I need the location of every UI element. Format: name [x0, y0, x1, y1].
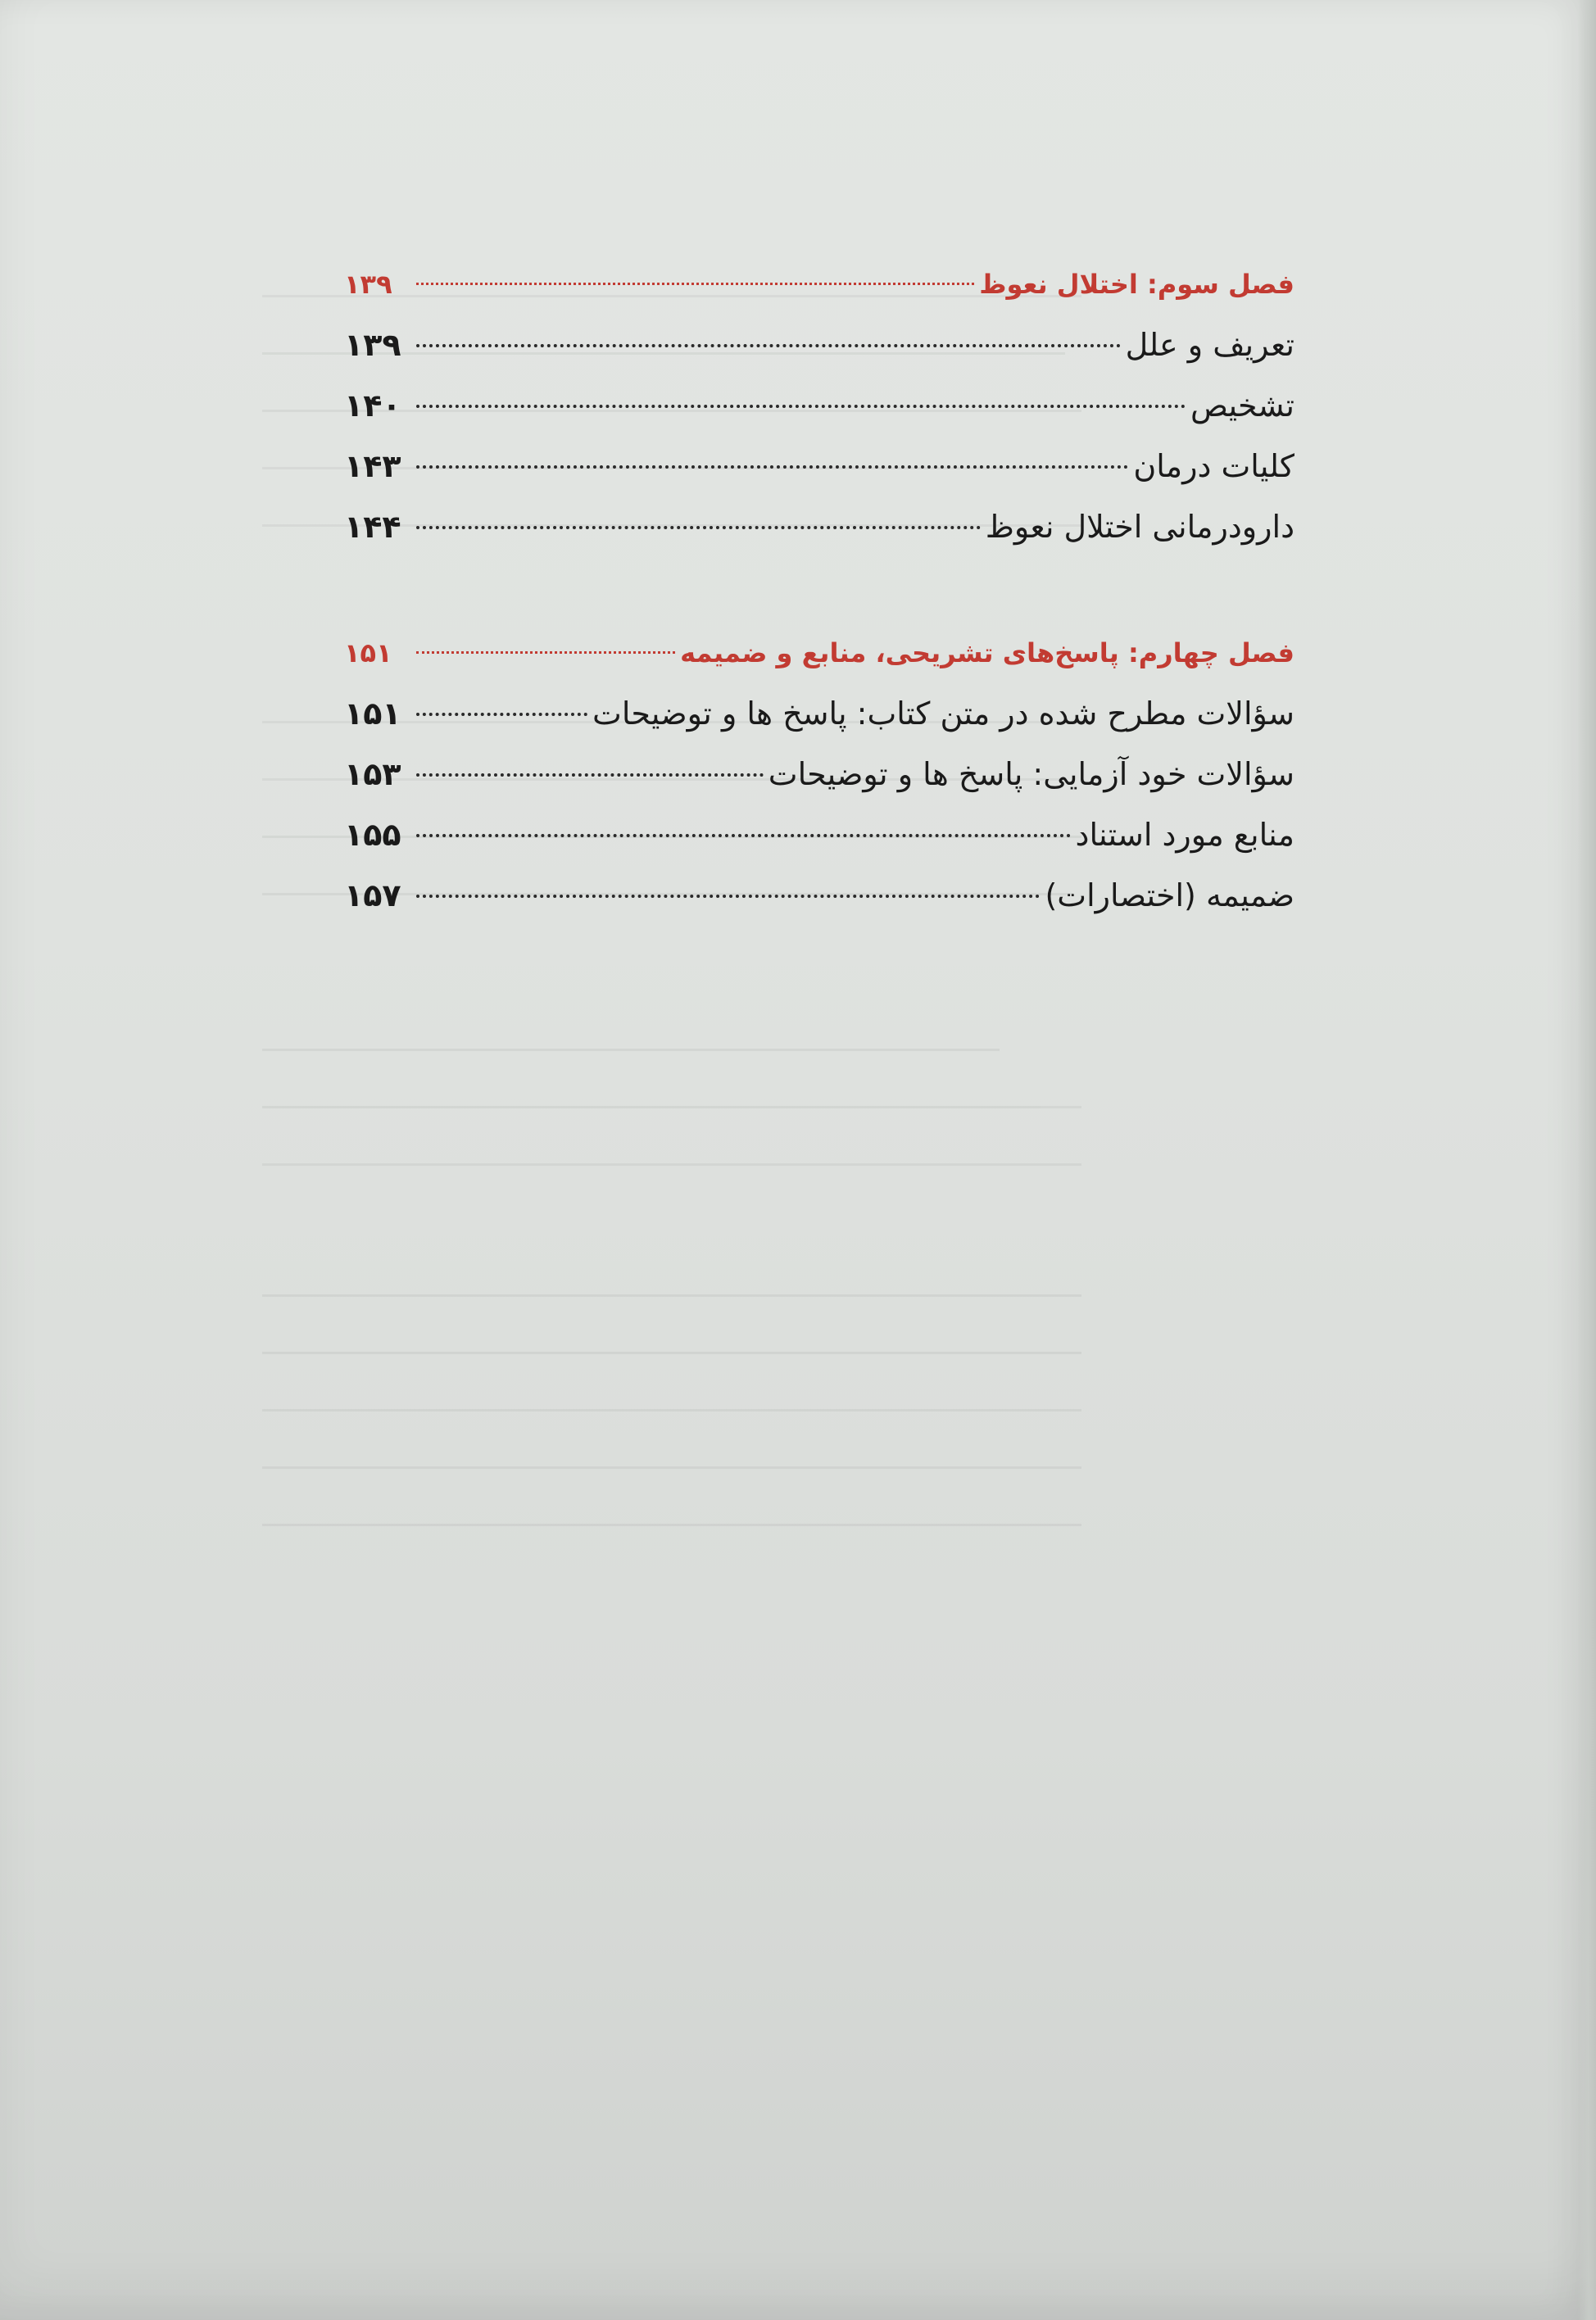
- toc-entry: [344, 436, 1294, 496]
- entry-page-number: ۱۴۰: [344, 387, 401, 424]
- dot-leader: [416, 834, 1071, 837]
- dot-leader: [416, 465, 1128, 469]
- toc-entry: [344, 865, 1294, 926]
- entry-title: تشخیص: [1190, 387, 1294, 424]
- entry-page-number: ۱۵۱: [344, 696, 401, 732]
- toc-entry: [344, 744, 1294, 804]
- toc-section-chapter-3: [344, 254, 1294, 557]
- dot-leader: [416, 651, 675, 654]
- toc-entry: [344, 804, 1294, 865]
- entry-page-number: ۱۵۷: [344, 877, 401, 913]
- entry-title: کلیات درمان: [1133, 448, 1294, 484]
- entry-title: منابع مورد استناد: [1075, 817, 1294, 853]
- dot-leader: [416, 405, 1186, 408]
- toc-entry: [344, 496, 1294, 557]
- dot-leader: [416, 283, 974, 285]
- toc-section-chapter-4: [344, 623, 1294, 926]
- entry-page-number: ۱۵۳: [344, 756, 401, 792]
- dot-leader: [416, 713, 587, 716]
- entry-page-number: ۱۴۳: [344, 448, 401, 484]
- entry-title: ضمیمه (اختصارات): [1045, 877, 1294, 913]
- toc-entry: [344, 375, 1294, 436]
- page-edge-shadow: [1578, 0, 1596, 2320]
- dot-leader: [416, 773, 764, 777]
- chapter-title: فصل سوم: اختلال نعوظ: [979, 269, 1294, 300]
- chapter-title: فصل چهارم: پاسخ‌های تشریحی، منابع و ضمیمه: [680, 637, 1294, 668]
- chapter-page-number: ۱۳۹: [344, 269, 392, 300]
- toc-chapter-heading: [344, 623, 1294, 683]
- entry-title: دارودرمانی اختلال نعوظ: [985, 509, 1294, 545]
- dot-leader: [416, 344, 1121, 347]
- entry-title: تعریف و علل: [1125, 327, 1294, 363]
- entry-title: سؤالات مطرح شده در متن کتاب: پاسخ ها و توضیحات: [592, 696, 1294, 732]
- chapter-page-number: ۱۵۱: [344, 637, 392, 668]
- entry-page-number: ۱۵۵: [344, 817, 401, 853]
- toc-entry: [344, 315, 1294, 375]
- dot-leader: [416, 895, 1040, 898]
- toc-chapter-heading: [344, 254, 1294, 315]
- entry-title: سؤالات خود آزمایی: پاسخ ها و توضیحات: [768, 756, 1294, 792]
- dot-leader: [416, 526, 981, 529]
- toc-entry: [344, 683, 1294, 744]
- entry-page-number: ۱۴۴: [344, 509, 401, 545]
- entry-page-number: ۱۳۹: [344, 327, 401, 363]
